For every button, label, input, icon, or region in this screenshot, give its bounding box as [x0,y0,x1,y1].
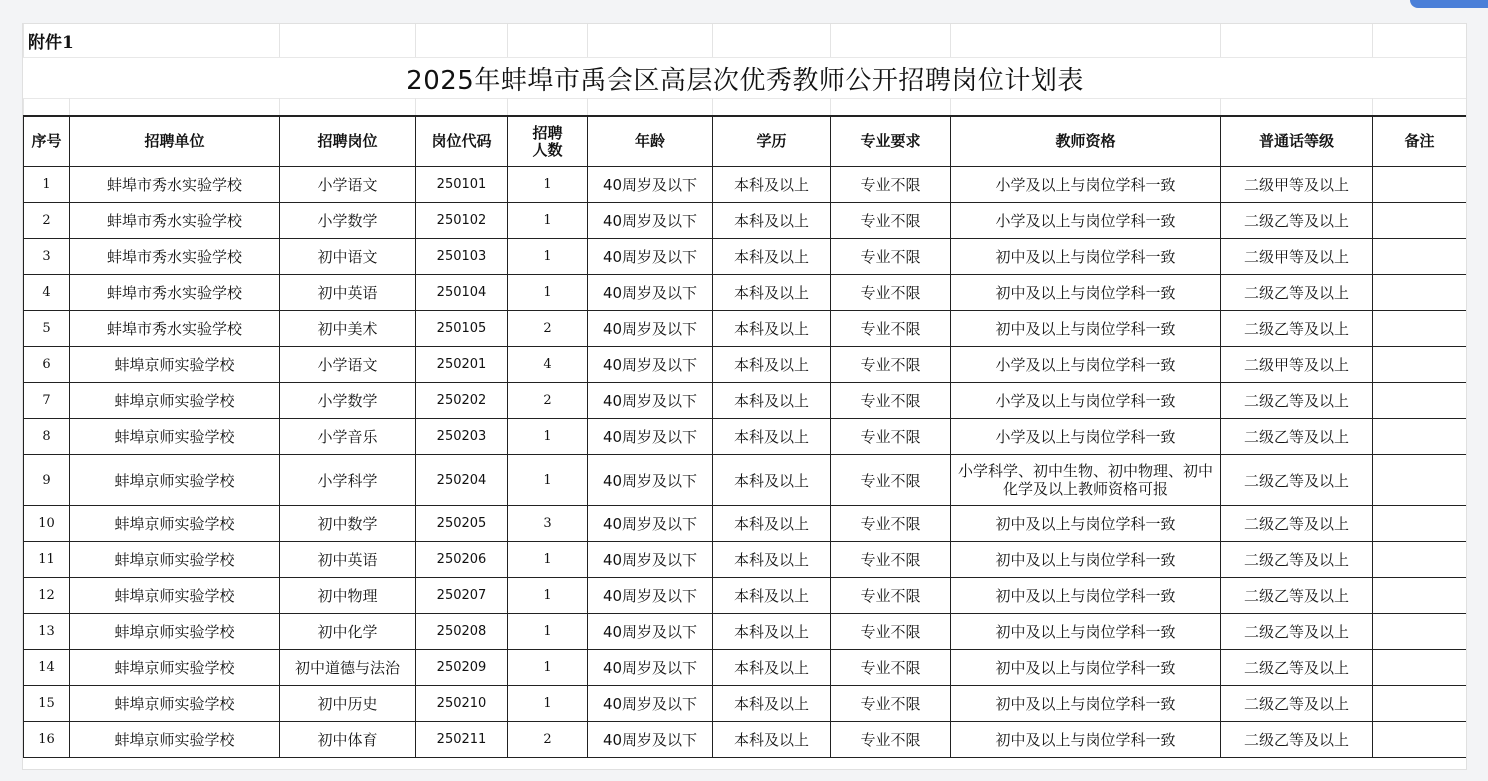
blank-cell[interactable] [713,24,831,58]
cell-code[interactable]: 250203 [416,419,508,455]
table-row [24,686,1467,722]
cell-serial[interactable]: 4 [24,275,70,311]
cell-unit[interactable]: 蚌埠京师实验学校 [70,383,280,419]
header-row [24,116,1467,167]
cell-count[interactable]: 2 [508,722,588,758]
table-row [24,506,1467,542]
cell-mandarin[interactable]: 二级乙等及以上 [1221,311,1373,347]
table-row [24,239,1467,275]
attachment-row [24,24,1467,58]
cell-count[interactable]: 1 [508,167,588,203]
cell-serial[interactable]: 8 [24,419,70,455]
table-row [24,167,1467,203]
cell-mandarin[interactable]: 二级乙等及以上 [1221,614,1373,650]
cell-post[interactable]: 小学数学 [280,203,416,239]
cell-qualification[interactable]: 初中及以上与岗位学科一致 [951,239,1221,275]
blank-cell[interactable] [70,99,280,117]
cell-mandarin[interactable]: 二级乙等及以上 [1221,455,1373,506]
cell-qualification[interactable]: 小学及以上与岗位学科一致 [951,203,1221,239]
cell-count[interactable]: 1 [508,542,588,578]
cell-major[interactable]: 专业不限 [831,347,951,383]
table-row [24,383,1467,419]
cell-count[interactable]: 1 [508,650,588,686]
cell-qualification[interactable]: 初中及以上与岗位学科一致 [951,275,1221,311]
cell-code[interactable]: 250104 [416,275,508,311]
cell-mandarin[interactable]: 二级甲等及以上 [1221,347,1373,383]
cell-serial[interactable]: 1 [24,167,70,203]
cell-age[interactable]: 40周岁及以下 [588,686,713,722]
table-row [24,542,1467,578]
cell-unit[interactable]: 蚌埠市秀水实验学校 [70,311,280,347]
table-row [24,722,1467,758]
cell-unit[interactable]: 蚌埠京师实验学校 [70,542,280,578]
cell-post[interactable]: 小学科学 [280,455,416,506]
header-major[interactable]: 专业要求 [831,116,951,167]
cell-count[interactable]: 3 [508,506,588,542]
header-mandarin[interactable]: 普通话等级 [1221,116,1373,167]
blank-cell[interactable] [713,99,831,117]
blank-cell[interactable] [1373,24,1467,58]
cell-education[interactable]: 本科及以上 [713,383,831,419]
cell-post[interactable]: 初中美术 [280,311,416,347]
blank-cell[interactable] [588,99,713,117]
cell-note[interactable] [1373,506,1467,542]
cell-count[interactable]: 2 [508,311,588,347]
cell-note[interactable] [1373,722,1467,758]
cell-serial[interactable]: 7 [24,383,70,419]
spacer-row [24,99,1467,117]
cell-major[interactable]: 专业不限 [831,578,951,614]
cell-count[interactable]: 1 [508,239,588,275]
cell-post[interactable]: 初中体育 [280,722,416,758]
cell-mandarin[interactable]: 二级甲等及以上 [1221,239,1373,275]
cell-education[interactable]: 本科及以上 [713,311,831,347]
table-row [24,419,1467,455]
cell-qualification[interactable]: 小学及以上与岗位学科一致 [951,347,1221,383]
cell-education[interactable]: 本科及以上 [713,506,831,542]
cell-unit[interactable]: 蚌埠市秀水实验学校 [70,275,280,311]
cell-serial[interactable]: 13 [24,614,70,650]
cell-qualification[interactable]: 小学及以上与岗位学科一致 [951,383,1221,419]
cell-mandarin[interactable]: 二级乙等及以上 [1221,542,1373,578]
page-title: 2025年蚌埠市禹会区高层次优秀教师公开招聘岗位计划表 [406,65,1084,96]
cell-major[interactable]: 专业不限 [831,455,951,506]
blank-cell[interactable] [24,99,70,117]
cell-major[interactable]: 专业不限 [831,686,951,722]
cell-mandarin[interactable]: 二级乙等及以上 [1221,686,1373,722]
cell-code[interactable]: 250208 [416,614,508,650]
cell-age[interactable]: 40周岁及以下 [588,383,713,419]
cell-mandarin[interactable]: 二级乙等及以上 [1221,383,1373,419]
cell-code[interactable]: 250201 [416,347,508,383]
cell-note[interactable] [1373,239,1467,275]
cell-qualification[interactable]: 初中及以上与岗位学科一致 [951,614,1221,650]
cell-major[interactable]: 专业不限 [831,506,951,542]
cell-post[interactable]: 小学语文 [280,347,416,383]
cell-major[interactable]: 专业不限 [831,383,951,419]
table-row [24,311,1467,347]
cell-serial[interactable]: 3 [24,239,70,275]
cell-age[interactable]: 40周岁及以下 [588,722,713,758]
cell-note[interactable] [1373,614,1467,650]
cell-code[interactable]: 250209 [416,650,508,686]
cell-unit[interactable]: 蚌埠京师实验学校 [70,506,280,542]
cell-note[interactable] [1373,686,1467,722]
cell-major[interactable]: 专业不限 [831,167,951,203]
table-row [24,650,1467,686]
cell-count[interactable]: 1 [508,578,588,614]
blank-cell[interactable] [951,99,1221,117]
cell-education[interactable]: 本科及以上 [713,275,831,311]
cell-serial[interactable]: 15 [24,686,70,722]
cell-education[interactable]: 本科及以上 [713,614,831,650]
cell-major[interactable]: 专业不限 [831,650,951,686]
cell-count[interactable]: 4 [508,347,588,383]
blank-cell[interactable] [416,99,508,117]
header-note[interactable]: 备注 [1373,116,1467,167]
cell-serial[interactable]: 11 [24,542,70,578]
cell-count[interactable]: 1 [508,686,588,722]
table-row [24,275,1467,311]
header-serial[interactable]: 序号 [24,116,70,167]
cell-qualification[interactable]: 小学科学、初中生物、初中物理、初中化学及以上教师资格可报 [951,455,1221,506]
cell-mandarin[interactable]: 二级甲等及以上 [1221,167,1373,203]
cell-qualification[interactable]: 初中及以上与岗位学科一致 [951,578,1221,614]
blank-cell[interactable] [831,99,951,117]
cell-age[interactable]: 40周岁及以下 [588,203,713,239]
cell-age[interactable]: 40周岁及以下 [588,650,713,686]
table-row [24,203,1467,239]
cell-serial[interactable]: 10 [24,506,70,542]
blank-cell[interactable] [951,24,1221,58]
table-row [24,614,1467,650]
cell-qualification[interactable]: 小学及以上与岗位学科一致 [951,419,1221,455]
cell-code[interactable]: 250207 [416,578,508,614]
cell-serial[interactable]: 6 [24,347,70,383]
cell-unit[interactable]: 蚌埠京师实验学校 [70,614,280,650]
header-post[interactable]: 招聘岗位 [280,116,416,167]
cell-unit[interactable]: 蚌埠市秀水实验学校 [70,239,280,275]
cell-note[interactable] [1373,347,1467,383]
cell-mandarin[interactable]: 二级乙等及以上 [1221,506,1373,542]
cell-education[interactable]: 本科及以上 [713,686,831,722]
table-row [24,578,1467,614]
cell-education[interactable]: 本科及以上 [713,455,831,506]
cell-unit[interactable]: 蚌埠京师实验学校 [70,419,280,455]
cell-count[interactable]: 2 [508,383,588,419]
cell-qualification[interactable]: 初中及以上与岗位学科一致 [951,650,1221,686]
cell-note[interactable] [1373,275,1467,311]
cell-age[interactable]: 40周岁及以下 [588,455,713,506]
cell-count[interactable]: 1 [508,614,588,650]
cell-major[interactable]: 专业不限 [831,311,951,347]
cell-education[interactable]: 本科及以上 [713,203,831,239]
cell-post[interactable]: 初中化学 [280,614,416,650]
cell-mandarin[interactable]: 二级乙等及以上 [1221,578,1373,614]
cell-qualification[interactable]: 初中及以上与岗位学科一致 [951,311,1221,347]
cell-code[interactable]: 250211 [416,722,508,758]
cell-note[interactable] [1373,578,1467,614]
cell-code[interactable]: 250102 [416,203,508,239]
cell-major[interactable]: 专业不限 [831,239,951,275]
blank-cell[interactable] [831,24,951,58]
cell-code[interactable]: 250210 [416,686,508,722]
cell-post[interactable]: 小学音乐 [280,419,416,455]
cell-qualification[interactable]: 小学及以上与岗位学科一致 [951,167,1221,203]
cell-mandarin[interactable]: 二级乙等及以上 [1221,722,1373,758]
cell-unit[interactable]: 蚌埠京师实验学校 [70,686,280,722]
cell-count[interactable]: 1 [508,419,588,455]
cell-age[interactable]: 40周岁及以下 [588,542,713,578]
cell-age[interactable]: 40周岁及以下 [588,578,713,614]
cell-code[interactable]: 250204 [416,455,508,506]
cell-education[interactable]: 本科及以上 [713,167,831,203]
cell-note[interactable] [1373,203,1467,239]
blank-cell[interactable] [508,99,588,117]
cell-code[interactable]: 250206 [416,542,508,578]
cell-age[interactable]: 40周岁及以下 [588,311,713,347]
blank-cell[interactable] [588,24,713,58]
cell-mandarin[interactable]: 二级乙等及以上 [1221,275,1373,311]
cell-post[interactable]: 初中语文 [280,239,416,275]
cell-age[interactable]: 40周岁及以下 [588,167,713,203]
cell-major[interactable]: 专业不限 [831,542,951,578]
blank-cell[interactable] [280,99,416,117]
cell-age[interactable]: 40周岁及以下 [588,275,713,311]
cell-note[interactable] [1373,383,1467,419]
cell-age[interactable]: 40周岁及以下 [588,239,713,275]
cell-code[interactable]: 250105 [416,311,508,347]
cell-age[interactable]: 40周岁及以下 [588,347,713,383]
cell-qualification[interactable]: 初中及以上与岗位学科一致 [951,686,1221,722]
blank-cell[interactable] [1373,99,1467,117]
table-row [24,347,1467,383]
cell-qualification[interactable]: 初中及以上与岗位学科一致 [951,722,1221,758]
cell-note[interactable] [1373,650,1467,686]
cell-mandarin[interactable]: 二级乙等及以上 [1221,419,1373,455]
cell-serial[interactable]: 2 [24,203,70,239]
cell-serial[interactable]: 5 [24,311,70,347]
cell-code[interactable]: 250103 [416,239,508,275]
cell-age[interactable]: 40周岁及以下 [588,614,713,650]
cell-code[interactable]: 250202 [416,383,508,419]
cell-post[interactable]: 初中物理 [280,578,416,614]
cell-age[interactable]: 40周岁及以下 [588,419,713,455]
cell-unit[interactable]: 蚌埠京师实验学校 [70,347,280,383]
cell-serial[interactable]: 9 [24,455,70,506]
header-age[interactable]: 年龄 [588,116,713,167]
cell-post[interactable]: 初中数学 [280,506,416,542]
cell-count[interactable]: 1 [508,275,588,311]
cell-serial[interactable]: 16 [24,722,70,758]
cell-note[interactable] [1373,311,1467,347]
cell-serial[interactable]: 12 [24,578,70,614]
header-count[interactable]: 招聘人数 [508,116,588,167]
cell-post[interactable]: 初中历史 [280,686,416,722]
title-row [24,58,1467,99]
blank-cell[interactable] [1221,24,1373,58]
cell-education[interactable]: 本科及以上 [713,722,831,758]
header-code[interactable]: 岗位代码 [416,116,508,167]
cell-major[interactable]: 专业不限 [831,722,951,758]
table-row [24,455,1467,506]
header-qualification[interactable]: 教师资格 [951,116,1221,167]
cell-education[interactable]: 本科及以上 [713,578,831,614]
cell-education[interactable]: 本科及以上 [713,650,831,686]
blank-cell[interactable] [508,24,588,58]
cell-major[interactable]: 专业不限 [831,203,951,239]
cell-education[interactable]: 本科及以上 [713,347,831,383]
attachment-label: 附件1 [24,24,280,58]
cell-unit[interactable]: 蚌埠京师实验学校 [70,578,280,614]
cell-post[interactable]: 初中道德与法治 [280,650,416,686]
blank-cell[interactable] [280,24,416,58]
cell-education[interactable]: 本科及以上 [713,239,831,275]
cell-count[interactable]: 1 [508,203,588,239]
cell-serial[interactable]: 14 [24,650,70,686]
cell-post[interactable]: 初中英语 [280,275,416,311]
header-unit[interactable]: 招聘单位 [70,116,280,167]
cell-major[interactable]: 专业不限 [831,275,951,311]
blank-cell[interactable] [416,24,508,58]
cell-note[interactable] [1373,419,1467,455]
recruitment-table [23,24,1467,758]
cell-mandarin[interactable]: 二级乙等及以上 [1221,203,1373,239]
cell-unit[interactable]: 蚌埠京师实验学校 [70,455,280,506]
cell-post[interactable]: 小学语文 [280,167,416,203]
cell-code[interactable]: 250205 [416,506,508,542]
cell-education[interactable]: 本科及以上 [713,419,831,455]
cell-note[interactable] [1373,455,1467,506]
cell-qualification[interactable]: 初中及以上与岗位学科一致 [951,506,1221,542]
cell-mandarin[interactable]: 二级乙等及以上 [1221,650,1373,686]
cell-note[interactable] [1373,167,1467,203]
cell-age[interactable]: 40周岁及以下 [588,506,713,542]
cell-qualification[interactable]: 初中及以上与岗位学科一致 [951,542,1221,578]
cell-post[interactable]: 初中英语 [280,542,416,578]
cell-note[interactable] [1373,542,1467,578]
header-education[interactable]: 学历 [713,116,831,167]
cell-unit[interactable]: 蚌埠京师实验学校 [70,650,280,686]
corner-decoration [1410,0,1488,8]
cell-major[interactable]: 专业不限 [831,614,951,650]
cell-count[interactable]: 1 [508,455,588,506]
cell-unit[interactable]: 蚌埠市秀水实验学校 [70,203,280,239]
spreadsheet-sheet [22,23,1467,770]
cell-code[interactable]: 250101 [416,167,508,203]
blank-cell[interactable] [1221,99,1373,117]
cell-major[interactable]: 专业不限 [831,419,951,455]
cell-unit[interactable]: 蚌埠京师实验学校 [70,722,280,758]
cell-education[interactable]: 本科及以上 [713,542,831,578]
cell-unit[interactable]: 蚌埠市秀水实验学校 [70,167,280,203]
cell-post[interactable]: 小学数学 [280,383,416,419]
